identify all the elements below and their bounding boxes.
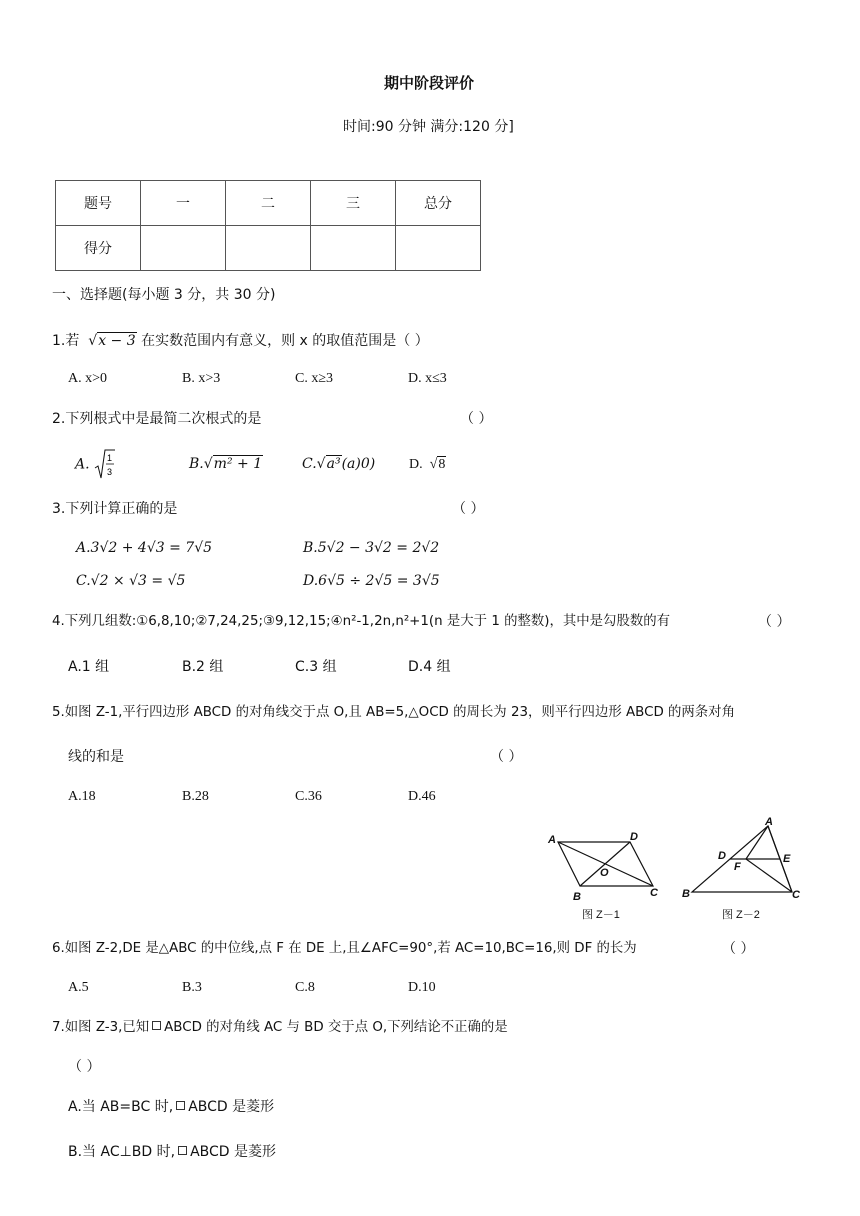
question-6-option-d: D.10 xyxy=(408,980,436,995)
figure-z2-label: D xyxy=(718,850,726,862)
page-subtitle: 时间:90 分钟 满分:120 分] xyxy=(343,119,514,135)
score-table-cell: 题号 xyxy=(56,181,141,226)
question-3-option-d: D.6√5 ÷ 2√5 = 3√5 xyxy=(303,573,440,589)
section-heading: 一、选择题(每小题 3 分，共 30 分) xyxy=(52,287,276,303)
question-7-option-b-start: B.当 AC⊥BD 时, xyxy=(68,1144,176,1160)
score-table-cell: 二 xyxy=(226,181,311,226)
question-1-option-b: B. x>3 xyxy=(182,371,221,386)
figure-z2-label: C xyxy=(792,889,800,901)
question-7-option-a-start: A.当 AB=BC 时, xyxy=(68,1099,174,1115)
question-2-option-a xyxy=(75,448,116,482)
question-2-option-a-label: A. xyxy=(75,456,90,473)
question-1-radicand: x − 3 xyxy=(98,333,136,349)
question-2-option-a-denominator: 3 xyxy=(106,467,112,477)
figure-z1-diagram xyxy=(558,842,653,886)
question-4-stem: 4.下列几组数:①6,8,10;②7,24,25;③9,12,15;④n²-1,2n,n²+1(n 是大于 1 的整数)，其中是勾股数的有 xyxy=(52,614,671,629)
question-6-paren: （ ） xyxy=(722,941,755,957)
question-7-stem-start: 7.如图 Z-3,已知 xyxy=(52,1020,150,1035)
question-2-stem: 2.下列根式中是最简二次根式的是 xyxy=(52,411,262,427)
score-table-cell: 三 xyxy=(311,181,396,226)
score-table-cell: 总分 xyxy=(396,181,481,226)
score-table-cell: 一 xyxy=(141,181,226,226)
question-2-option-a-radical xyxy=(94,448,116,482)
figure-z1-label: B xyxy=(573,891,581,903)
score-table-cell: 得分 xyxy=(56,226,141,271)
question-4-option-c: C.3 组 xyxy=(295,659,337,675)
question-1-radical: √x − 3 xyxy=(83,333,136,349)
figure-z1-label: O xyxy=(600,867,609,879)
question-2-option-c: C.√a³(a)0) xyxy=(302,456,376,472)
question-5-stem-line2: 线的和是 xyxy=(68,749,124,765)
question-7-option-b-end: ABCD 是菱形 xyxy=(190,1144,277,1160)
question-2-option-c-tail: (a)0) xyxy=(341,456,376,472)
question-2-option-c-label: C. xyxy=(302,456,317,472)
question-3-stem: 3.下列计算正确的是 xyxy=(52,501,178,517)
question-7-paren: （ ） xyxy=(68,1059,101,1075)
question-1-option-c: C. x≥3 xyxy=(295,371,334,386)
figures xyxy=(540,812,820,924)
question-4-paren: （ ） xyxy=(758,614,791,630)
question-3-option-a: A.3√2 + 4√3 = 7√5 xyxy=(76,540,213,556)
question-1-option-a: A. x>0 xyxy=(68,371,108,386)
question-2-option-d-label: D. xyxy=(409,457,423,472)
question-6-option-c: C.8 xyxy=(295,980,315,995)
parallelogram-icon xyxy=(176,1101,185,1110)
question-6-option-a: A.5 xyxy=(68,980,89,995)
question-5-paren: （ ） xyxy=(490,749,523,765)
figure-z2-caption: 图 Z－2 xyxy=(722,909,760,921)
question-1-stem-start: 1.若 xyxy=(52,333,80,349)
figure-z2-label: E xyxy=(783,853,791,865)
question-2-option-c-radicand: a³ xyxy=(326,456,341,472)
question-7-option-b xyxy=(68,1143,276,1161)
page-title: 期中阶段评价 xyxy=(384,74,475,92)
question-3-option-b: B.5√2 − 3√2 = 2√2 xyxy=(303,540,440,556)
question-2-option-b-label: B. xyxy=(189,456,204,472)
question-7-stem-end: ABCD 的对角线 AC 与 BD 交于点 O,下列结论不正确的是 xyxy=(164,1020,508,1035)
score-table-score-row xyxy=(56,226,481,271)
question-6-stem: 6.如图 Z-2,DE 是△ABC 的中位线,点 F 在 DE 上,且∠AFC=90°,若 AC=10,BC=16,则 DF 的长为 xyxy=(52,941,637,956)
question-7-option-a xyxy=(68,1098,274,1116)
question-1-option-d: D. x≤3 xyxy=(408,371,447,386)
parallelogram-icon xyxy=(152,1021,161,1030)
question-5-option-b: B.28 xyxy=(182,789,209,804)
figure-z2-label: B xyxy=(682,888,690,900)
score-table xyxy=(55,180,481,271)
question-6-option-b: B.3 xyxy=(182,980,202,995)
figure-z2-label: A xyxy=(765,816,773,828)
question-7-stem xyxy=(52,1019,508,1037)
question-5-option-a: A.18 xyxy=(68,789,96,804)
score-table-cell xyxy=(396,226,481,271)
figure-z1-label: C xyxy=(650,887,658,899)
question-4-option-a: A.1 组 xyxy=(68,659,110,675)
question-1 xyxy=(52,332,429,350)
question-7-option-a-end: ABCD 是菱形 xyxy=(188,1099,275,1115)
question-2-paren: （ ） xyxy=(460,411,493,427)
score-table-header-row xyxy=(56,181,481,226)
score-table-cell xyxy=(141,226,226,271)
question-5-option-d: D.46 xyxy=(408,789,436,804)
question-4-option-d: D.4 组 xyxy=(408,659,451,675)
question-5-stem-line1: 5.如图 Z-1,平行四边形 ABCD 的对角线交于点 O,且 AB=5,△OCD 的周长为 23，则平行四边形 ABCD 的两条对角 xyxy=(52,705,735,720)
question-2-option-b: B.√m² + 1 xyxy=(189,456,263,472)
question-3-paren: （ ） xyxy=(452,501,485,517)
figure-z1-label: D xyxy=(630,831,638,843)
question-1-stem-end: 在实数范围内有意义，则 x 的取值范围是（ ） xyxy=(141,333,429,349)
figure-z2-label: F xyxy=(734,861,741,873)
score-table-cell xyxy=(311,226,396,271)
question-2-option-d-radicand: 8 xyxy=(438,457,446,472)
figure-z1-caption: 图 Z－1 xyxy=(582,909,620,921)
question-5-option-c: C.36 xyxy=(295,789,322,804)
question-2-option-d: D. √8 xyxy=(409,457,446,472)
parallelogram-icon xyxy=(178,1146,187,1155)
question-2-option-a-numerator: 1 xyxy=(106,453,112,463)
question-3-option-c: C.√2 × √3 = √5 xyxy=(76,573,186,589)
figure-z1-label: A xyxy=(548,834,556,846)
score-table-cell xyxy=(226,226,311,271)
figure-z2-diagram xyxy=(692,826,792,892)
question-2-option-b-radicand: m² + 1 xyxy=(213,456,263,472)
question-4-option-b: B.2 组 xyxy=(182,659,224,675)
